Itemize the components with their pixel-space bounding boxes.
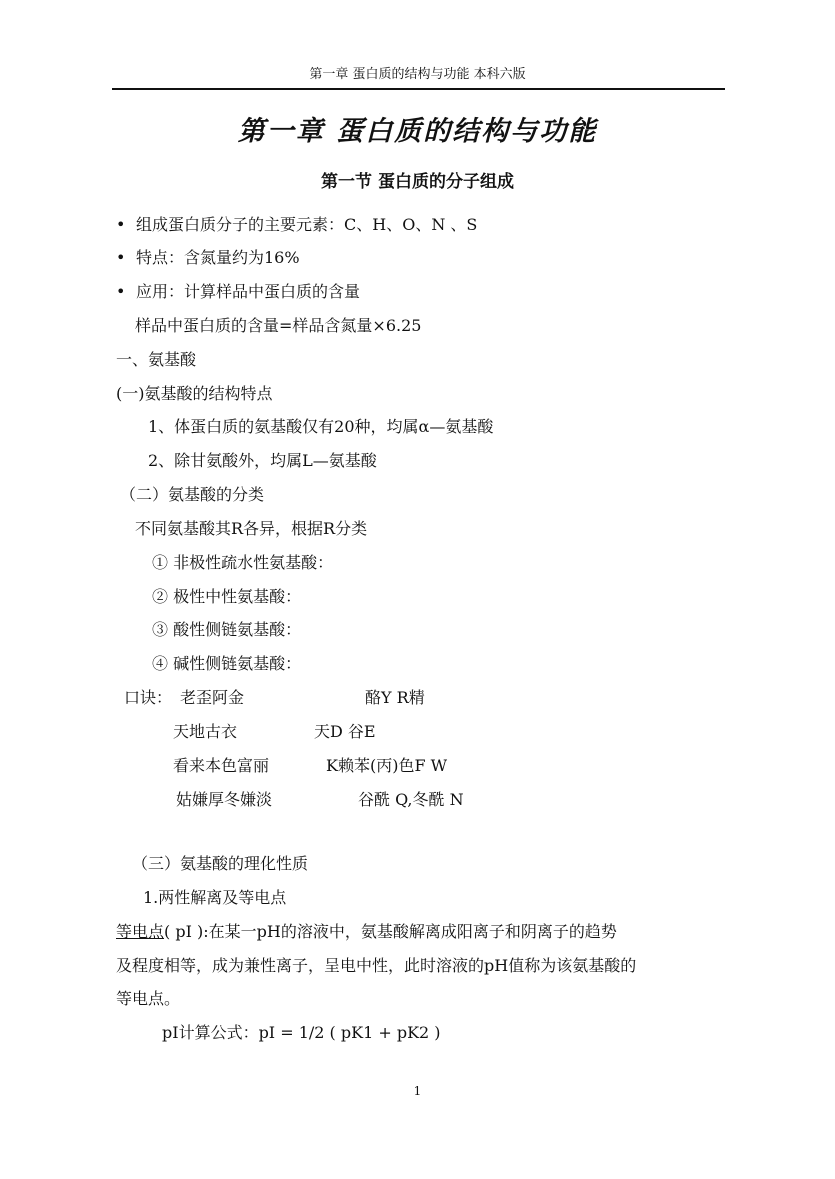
mnemonic-code: 天D 谷E [314, 722, 376, 741]
mnemonic-code: 谷酰 Q,冬酰 N [358, 790, 464, 809]
bullet-marker: • [116, 215, 126, 234]
subsection-heading: （三）氨基酸的理化性质 [132, 854, 309, 873]
page-number: 1 [413, 1084, 422, 1098]
bullet-text: 特点：含氮量约为16% [136, 248, 300, 267]
definition-paragraph-line [116, 921, 617, 943]
definition-term: 等电点 [116, 922, 165, 941]
subsection-heading: （二）氨基酸的分类 [120, 485, 265, 504]
property-heading: 1.两性解离及等电点 [143, 888, 287, 907]
category-item: ② 极性中性氨基酸： [152, 587, 302, 606]
definition-paragraph-line: 及程度相等，成为兼性离子，呈电中性，此时溶液的pH值称为该氨基酸的 [116, 956, 637, 975]
mnemonic-phrase: 看来本色富丽 [173, 756, 270, 775]
section-heading: 一、氨基酸 [116, 350, 197, 369]
mnemonic-phrase: 姑嫌厚冬嫌淡 [176, 790, 273, 809]
chapter-title: 第一章 蛋白质的结构与功能 [237, 116, 598, 147]
feature-item: 1、体蛋白质的氨基酸仅有20种，均属α—氨基酸 [148, 417, 494, 436]
bullet-marker: • [116, 248, 126, 267]
section-title: 第一节 蛋白质的分子组成 [321, 172, 514, 192]
mnemonic-phrase: 天地古衣 [173, 722, 238, 741]
classification-intro: 不同氨基酸其R各异，根据R分类 [135, 519, 368, 538]
bullet-text: 应用：计算样品中蛋白质的含量 [136, 282, 361, 301]
mnemonic-code: K赖苯(丙)色F W [326, 756, 448, 775]
category-item: ③ 酸性侧链氨基酸： [152, 620, 302, 639]
mnemonic-phrase: 老歪阿金 [180, 688, 245, 707]
bullet-text: 组成蛋白质分子的主要元素：C、H、O、N 、S [136, 215, 478, 234]
mnemonic-code: 酪Y R精 [365, 688, 425, 707]
running-header: 第一章 蛋白质的结构与功能 本科六版 [309, 67, 526, 82]
definition-text: ( pI ):在某一pH的溶液中，氨基酸解离成阳离子和阴离子的趋势 [164, 922, 617, 941]
bullet-item [116, 214, 477, 236]
mnemonic-label: 口诀： [124, 688, 173, 707]
pi-formula: pI计算公式：pI = 1/2 ( pK1 + pK2 ) [162, 1023, 441, 1042]
definition-paragraph-line: 等电点。 [116, 989, 181, 1008]
subsection-heading: (一)氨基酸的结构特点 [116, 384, 273, 403]
feature-item: 2、除甘氨酸外，均属L—氨基酸 [148, 451, 377, 470]
category-item: ④ 碱性侧链氨基酸： [152, 654, 302, 673]
protein-formula: 样品中蛋白质的含量=样品含氮量×6.25 [135, 316, 422, 335]
bullet-item [116, 281, 360, 303]
header-divider [112, 88, 725, 90]
bullet-item [116, 247, 300, 269]
category-item: ① 非极性疏水性氨基酸： [152, 553, 334, 572]
bullet-marker: • [116, 282, 126, 301]
